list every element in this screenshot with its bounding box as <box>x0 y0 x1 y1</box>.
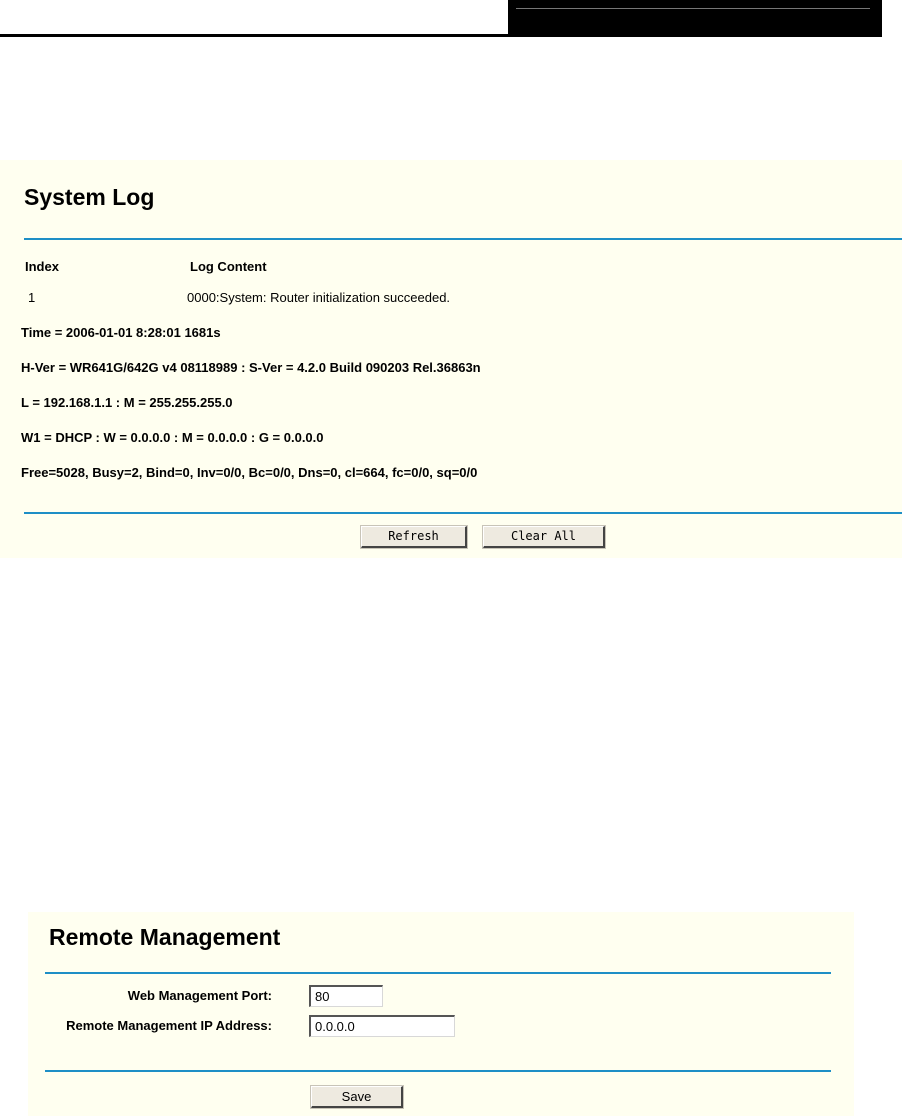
clear-all-button[interactable]: Clear All <box>483 526 605 548</box>
remote-management-panel <box>28 912 854 1116</box>
info-line-time: Time = 2006-01-01 8:28:01 1681s <box>21 325 221 340</box>
column-header-index: Index <box>25 259 59 274</box>
remote-management-top-divider <box>45 972 831 974</box>
web-management-port-label: Web Management Port: <box>127 988 272 1003</box>
system-log-top-divider <box>24 238 902 240</box>
info-line-wan: W1 = DHCP : W = 0.0.0.0 : M = 0.0.0.0 : G = 0.0.0.0 <box>21 430 324 445</box>
info-line-stats: Free=5028, Busy=2, Bind=0, Inv=0/0, Bc=0/0, Dns=0, cl=664, fc=0/0, sq=0/0 <box>21 465 478 480</box>
page-header-banner <box>508 0 882 37</box>
remote-management-ip-input[interactable] <box>309 1015 455 1037</box>
info-line-lan: L = 192.168.1.1 : M = 255.255.255.0 <box>21 395 233 410</box>
remote-management-bottom-divider <box>45 1070 831 1072</box>
page-header-banner-line <box>516 8 870 9</box>
web-management-port-input[interactable] <box>309 985 383 1007</box>
save-button[interactable]: Save <box>311 1086 403 1108</box>
remote-management-title: Remote Management <box>49 924 281 950</box>
system-log-title: System Log <box>24 184 155 210</box>
info-line-version: H-Ver = WR641G/642G v4 08118989 : S-Ver = 4.2.0 Build 090203 Rel.36863n <box>21 360 481 375</box>
log-entry-index: 1 <box>28 290 36 305</box>
refresh-button[interactable]: Refresh <box>361 526 467 548</box>
system-log-panel <box>0 160 902 558</box>
log-entry-content: 0000:System: Router initialization succeeded. <box>187 290 451 305</box>
page-header-rule <box>0 34 510 37</box>
remote-management-ip-label: Remote Management IP Address: <box>66 1018 272 1033</box>
column-header-log-content: Log Content <box>190 259 267 274</box>
system-log-bottom-divider <box>24 512 902 514</box>
